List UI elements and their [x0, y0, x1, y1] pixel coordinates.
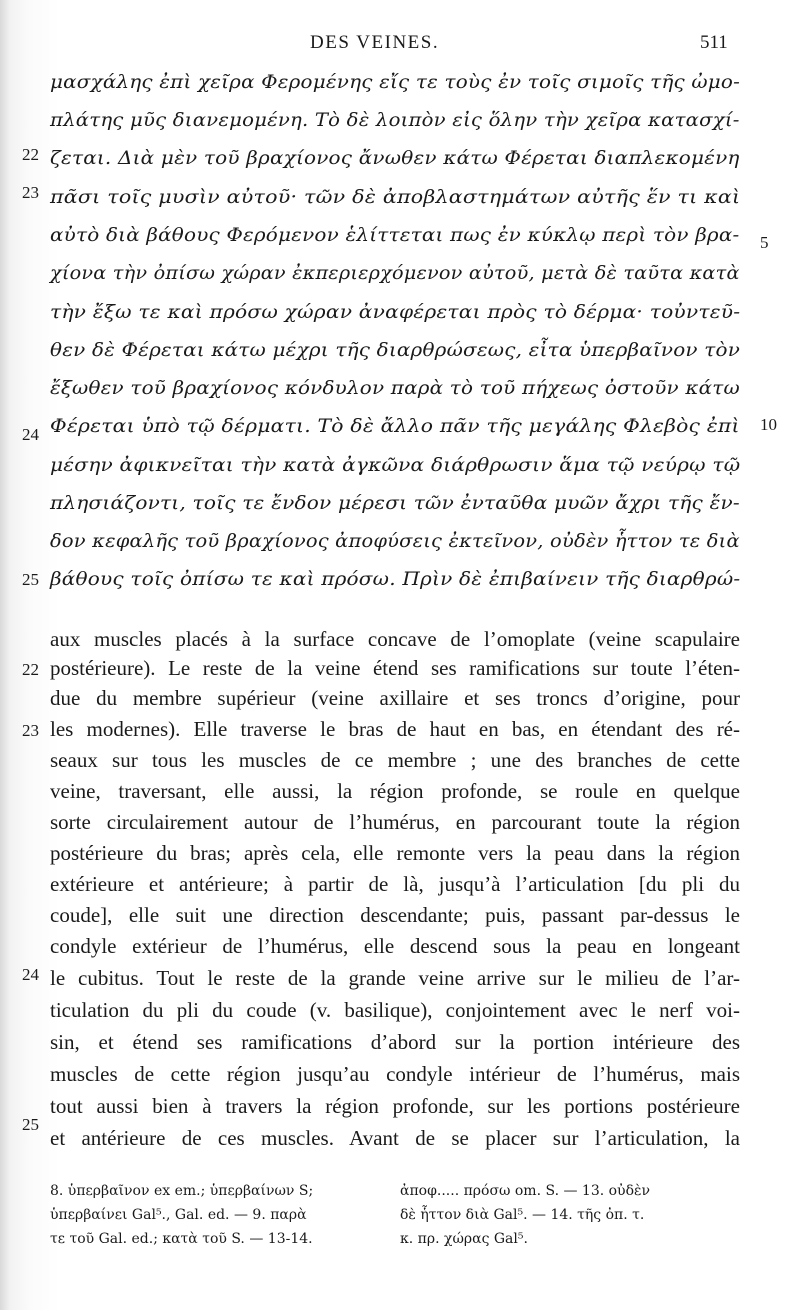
- footnote-line: κ. πρ. χώρας Gal⁵.: [400, 1231, 528, 1247]
- footnote-line: τε τοῦ Gal. ed.; κατὰ τοῦ S. — 13-14.: [50, 1231, 313, 1247]
- greek-line-number: 5: [760, 233, 769, 252]
- french-line: muscles de cette région jusqu’au condyle intérieur de l’humérus, mais: [50, 1062, 740, 1086]
- greek-line: πλησιάζοντι, τοῖς τε ἔνδον μέρεσι τῶν ἐνταῦθα μυῶν ἄχρι τῆς ἔν-: [50, 493, 740, 514]
- running-title: DES VEINES.: [310, 32, 440, 53]
- greek-line: βάθους τοῖς ὀπίσω τε καὶ πρόσω. Πρὶν δὲ ἐπιβαίνειν τῆς διαρθρώ-: [50, 569, 741, 590]
- greek-line: πλάτης μῦς διανεμομένη. Τὸ δὲ λοιπὸν εἰς ὅλην τὴν χεῖρα κατασχί-: [50, 110, 740, 131]
- french-line: extérieure et antérieure; à partir de là, jusqu’à l’articulation [du pli du: [50, 872, 740, 896]
- greek-line: Φέρεται ὑπὸ τῷ δέρματι. Τὸ δὲ ἄλλο πᾶν τῆς μεγάλης Φλεβὸς ἐπὶ: [50, 416, 740, 437]
- greek-line: πᾶσι τοῖς μυσὶν αὐτοῦ· τῶν δὲ ἀποβλαστημάτων αὐτῆς ἕν τι καὶ: [50, 187, 741, 208]
- greek-margin-number: 22: [22, 145, 39, 164]
- french-line: coude], elle suit une direction descendante; puis, passant par-dessus le: [50, 903, 740, 927]
- greek-line: θεν δὲ Φέρεται κάτω μέχρι τῆς διαρθρώσεως, εἶτα ὑπερβαῖνον τὸν: [50, 340, 741, 361]
- french-margin-number: 25: [22, 1115, 39, 1134]
- french-line: condyle extérieur de l’humérus, elle descend sous la peau en longeant: [50, 934, 740, 958]
- footnote-line: ὑπερβαίνει Gal⁵., Gal. ed. — 9. παρὰ: [50, 1207, 307, 1223]
- footnote-line: 8. ὑπερβαῖνον ex em.; ὑπερβαίνων S;: [50, 1183, 314, 1199]
- french-margin-number: 22: [22, 660, 39, 679]
- greek-line-number: 10: [760, 415, 777, 434]
- greek-line: ζεται. Διὰ μὲν τοῦ βραχίονος ἄνωθεν κάτω Φέρεται διαπλεκομένη: [50, 148, 740, 169]
- french-margin-number: 23: [22, 721, 39, 740]
- greek-line: αὐτὸ διὰ βάθους Φερόμενον ἑλίττεται πως ἐν κύκλῳ περὶ τὸν βρα-: [50, 225, 740, 246]
- page-number: 511: [700, 32, 728, 53]
- french-line: seaux sur tous les muscles de ce membre ; une des branches de cette: [50, 748, 740, 772]
- greek-line: δον κεφαλῆς τοῦ βραχίονος ἀποφύσεις ἐκτεῖνον, οὐδὲν ἧττον τε διὰ: [50, 531, 740, 552]
- french-line: aux muscles placés à la surface concave de l’omoplate (veine scapulaire: [50, 627, 740, 651]
- greek-line: μέσην ἀφικνεῖται τὴν κατὰ ἀγκῶνα διάρθρωσιν ἅμα τῷ νεύρῳ τῷ: [50, 455, 741, 476]
- footnote-line: δὲ ἧττον διὰ Gal⁵. — 14. τῆς ὀπ. τ.: [400, 1207, 645, 1223]
- footnote-line: ἀποφ..... πρόσω om. S. — 13. οὐδὲν: [400, 1183, 651, 1199]
- greek-margin-number: 24: [22, 425, 39, 444]
- greek-line: χίονα τὴν ὀπίσω χώραν ἐκπεριερχόμενον αὐτοῦ, μετὰ δὲ ταῦτα κατὰ: [50, 263, 740, 284]
- french-margin-number: 24: [22, 965, 39, 984]
- french-line: sorte circulairement autour de l’humérus, en parcourant toute la région: [50, 810, 740, 834]
- greek-line: τὴν ἔξω τε καὶ πρόσω χώραν ἀναφέρεται πρὸς τὸ δέρμα· τοὐντεῦ-: [50, 302, 741, 323]
- french-line: tout aussi bien à travers la région profonde, sur les portions postérieure: [50, 1094, 740, 1118]
- french-line: sin, et étend ses ramifications d’abord sur la portion intérieure des: [50, 1030, 740, 1054]
- french-line: les modernes). Elle traverse le bras de haut en bas, en étendant des ré-: [50, 717, 740, 741]
- page-header: [0, 32, 800, 58]
- greek-line: ἔξωθεν τοῦ βραχίονος κόνδυλον παρὰ τὸ τοῦ πήχεως ὀστοῦν κάτω: [50, 378, 740, 399]
- greek-margin-number: 25: [22, 570, 39, 589]
- french-line: postérieure). Le reste de la veine étend ses ramifications sur toute l’éten-: [50, 656, 740, 680]
- french-line: et antérieure de ces muscles. Avant de se placer sur l’articulation, la: [50, 1126, 740, 1150]
- french-line: ticulation du pli du coude (v. basilique), conjointement avec le nerf voi-: [50, 998, 740, 1022]
- greek-line: μασχάλης ἐπὶ χεῖρα Φερομένης εἴς τε τοὺς ἐν τοῖς σιμοῖς τῆς ὠμο-: [50, 72, 741, 93]
- french-line: le cubitus. Tout le reste de la grande veine arrive sur le milieu de l’ar-: [50, 966, 740, 990]
- french-line: due du membre supérieur (veine axillaire et ses troncs d’origine, pour: [50, 686, 740, 710]
- french-line: veine, traversant, elle aussi, la région profonde, se roule en quelque: [50, 779, 740, 803]
- french-line: postérieure du bras; après cela, elle remonte vers la peau dans la région: [50, 841, 740, 865]
- greek-margin-number: 23: [22, 183, 39, 202]
